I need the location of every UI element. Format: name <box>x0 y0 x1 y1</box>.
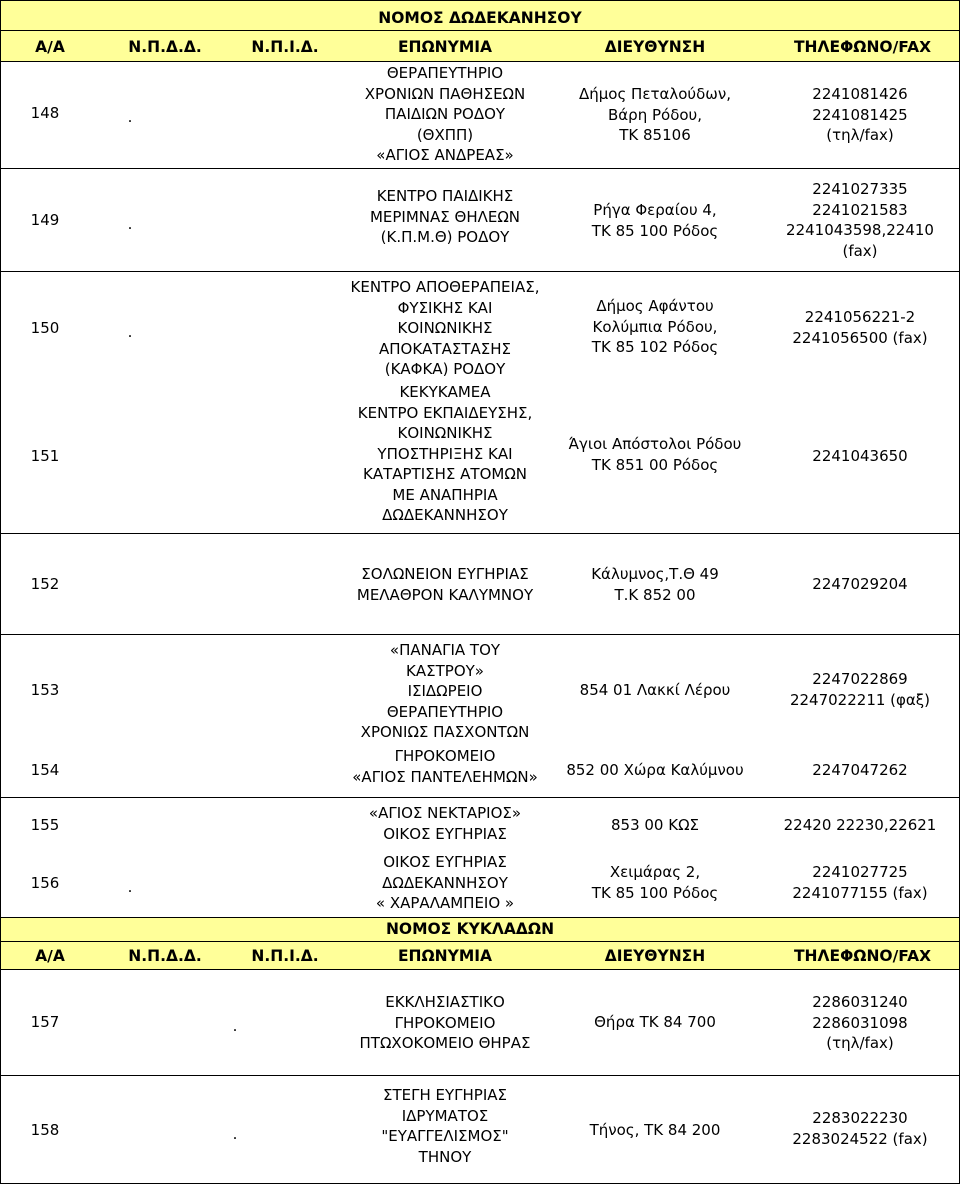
institution-address: Χειμάρας 2, ΤΚ 85 100 Ρόδος <box>591 863 719 902</box>
table-border <box>0 969 960 970</box>
column-header-npid: Ν.Π.Ι.Δ. <box>251 947 319 965</box>
institution-name: ΚΕΝΤΡΟ ΠΑΙΔΙΚΗΣ ΜΕΡΙΜΝΑΣ ΘΗΛΕΩΝ (Κ.Π.Μ.Θ) ΡΟΔΟΥ <box>369 187 521 246</box>
institution-phone: 2241081426 2241081425 (τηλ/fax) <box>812 85 908 144</box>
table-border <box>0 941 960 942</box>
row-number: 152 <box>30 575 60 593</box>
institution-address: Κάλυμνος,Τ.Θ 49 Τ.Κ 852 00 <box>591 565 719 604</box>
institution-address: Ρήγα Φεραίου 4, ΤΚ 85 100 Ρόδος <box>591 201 719 240</box>
section-title: ΝΟΜΟΣ ΚΥΚΛΑΔΩΝ <box>385 920 555 938</box>
institution-address: Τήνος, ΤΚ 84 200 <box>589 1121 721 1139</box>
column-header-name: ΕΠΩΝΥΜΙΑ <box>397 947 493 965</box>
table-border <box>0 0 960 1</box>
institution-phone: 2241043650 <box>812 447 908 465</box>
column-header-name: ΕΠΩΝΥΜΙΑ <box>397 38 493 56</box>
institution-address: Δήμος Πεταλούδων, Βάρη Ρόδου, ΤΚ 85106 <box>579 85 731 144</box>
institution-phone: 2286031240 2286031098 (τηλ/fax) <box>812 993 908 1052</box>
institution-phone: 2241027725 2241077155 (fax) <box>792 863 928 902</box>
row-number: 157 <box>30 1013 60 1031</box>
row-number: 156 <box>30 874 60 892</box>
institution-address: 852 00 Χώρα Καλύμνου <box>566 761 744 779</box>
table-border <box>0 533 960 534</box>
npid-mark: . <box>232 1125 238 1143</box>
institution-name: ΓΗΡΟΚΟΜΕΙΟ «ΑΓΙΟΣ ΠΑΝΤΕΛΕΗΜΩΝ» <box>352 747 538 786</box>
section-title: ΝΟΜΟΣ ΔΩΔΕΚΑΝΗΣΟΥ <box>378 9 582 27</box>
institution-phone: 2241027335 2241021583 2241043598,22410 (fax) <box>786 180 934 260</box>
institution-name: ΘΕΡΑΠΕΥΤΗΡΙΟ ΧΡΟΝΙΩΝ ΠΑΘΗΣΕΩΝ ΠΑΙΔΙΩΝ ΡΟΔΟΥ (ΘΧΠΠ) «ΑΓΙΟΣ ΑΝΔΡΕΑΣ» <box>364 64 526 164</box>
institution-address: 853 00 ΚΩΣ <box>610 816 700 834</box>
column-header-npdd: Ν.Π.Δ.Δ. <box>128 38 202 56</box>
institution-name: ΣΟΛΩΝΕΙΟΝ ΕΥΓΗΡΙΑΣ ΜΕΛΑΘΡΟΝ ΚΑΛΥΜΝΟΥ <box>356 565 534 604</box>
row-number: 150 <box>30 319 60 337</box>
institution-phone: 2247029204 <box>812 575 908 593</box>
column-header-aa: Α/Α <box>35 947 65 965</box>
institution-phone: 2247047262 <box>812 761 908 779</box>
column-header-address: ΔΙΕΥΘΥΝΣΗ <box>604 947 706 965</box>
institution-address: 854 01 Λακκί Λέρου <box>579 681 731 699</box>
column-header-npid: Ν.Π.Ι.Δ. <box>251 38 319 56</box>
institution-phone: 22420 22230,22621 <box>783 816 937 834</box>
npdd-mark: . <box>127 323 133 341</box>
table-border <box>0 30 960 31</box>
npdd-mark: . <box>127 215 133 233</box>
institution-name: ΚΕΝΤΡΟ ΑΠΟΘΕΡΑΠΕΙΑΣ, ΦΥΣΙΚΗΣ ΚΑΙ ΚΟΙΝΩΝΙΚΗΣ ΑΠΟΚΑΤΑΣΤΑΣΗΣ (ΚΑΦΚΑ) ΡΟΔΟΥ <box>350 278 540 378</box>
npdd-mark: . <box>127 878 133 896</box>
column-header-npdd: Ν.Π.Δ.Δ. <box>128 947 202 965</box>
table-border <box>0 917 960 918</box>
institution-name: «ΑΓΙΟΣ ΝΕΚΤΑΡΙΟΣ» ΟΙΚΟΣ ΕΥΓΗΡΙΑΣ <box>368 804 522 843</box>
institution-address: Θήρα ΤΚ 84 700 <box>594 1013 716 1031</box>
column-header-phone: ΤΗΛΕΦΩΝΟ/FAX <box>793 947 932 965</box>
table-border <box>0 271 960 272</box>
institution-address: Άγιοι Απόστολοι Ρόδου ΤΚ 851 00 Ρόδος <box>568 435 742 474</box>
institution-name: ΚΕΚΥΚΑΜΕΑ ΚΕΝΤΡΟ ΕΚΠΑΙΔΕΥΣΗΣ, ΚΟΙΝΩΝΙΚΗΣ ΥΠΟΣΤΗΡΙΞΗΣ ΚΑΙ ΚΑΤΑΡΤΙΣΗΣ ΑΤΟΜΩΝ ΜΕ ΑΝΑΠΗΡΙΑ ΔΩΔΕΚΑΝΝΗΣΟΥ <box>357 383 533 524</box>
table-border <box>0 168 960 169</box>
institution-name: ΣΤΕΓΗ ΕΥΓΗΡΙΑΣ ΙΔΡΥΜΑΤΟΣ "ΕΥΑΓΓΕΛΙΣΜΟΣ" ΤΗΝΟΥ <box>381 1086 509 1166</box>
institution-phone: 2247022869 2247022211 (φαξ) <box>789 670 931 709</box>
table-border <box>0 797 960 798</box>
row-number: 155 <box>30 816 60 834</box>
institution-phone: 2241056221-2 2241056500 (fax) <box>792 308 928 347</box>
row-number: 153 <box>30 681 60 699</box>
column-header-aa: Α/Α <box>35 38 65 56</box>
npid-mark: . <box>232 1017 238 1035</box>
table-border <box>0 634 960 635</box>
column-header-address: ΔΙΕΥΘΥΝΣΗ <box>604 38 706 56</box>
row-number: 148 <box>30 104 60 122</box>
institution-name: ΕΚΚΛΗΣΙΑΣΤΙΚΟ ΓΗΡΟΚΟΜΕΙΟ ΠΤΩΧΟΚΟΜΕΙΟ ΘΗΡΑΣ <box>359 993 531 1052</box>
npdd-mark: . <box>127 108 133 126</box>
row-number: 154 <box>30 761 60 779</box>
institution-phone: 2283022230 2283024522 (fax) <box>792 1109 928 1148</box>
table-border <box>0 0 1 1184</box>
row-number: 158 <box>30 1121 60 1139</box>
institution-name: «ΠΑΝΑΓΙΑ ΤΟΥ ΚΑΣΤΡΟΥ» ΙΣΙΔΩΡΕΙΟ ΘΕΡΑΠΕΥΤΗΡΙΟ ΧΡΟΝΙΩΣ ΠΑΣΧΟΝΤΩΝ <box>360 641 530 741</box>
table-border <box>0 61 960 62</box>
row-number: 151 <box>30 447 60 465</box>
institution-name: ΟΙΚΟΣ ΕΥΓΗΡΙΑΣ ΔΩΔΕΚΑΝΝΗΣΟΥ « ΧΑΡΑΛΑΜΠΕΙΟ » <box>375 853 515 912</box>
table-border <box>0 1075 960 1076</box>
column-header-phone: ΤΗΛΕΦΩΝΟ/FAX <box>793 38 932 56</box>
institution-address: Δήμος Αφάντου Κολύμπια Ρόδου, ΤΚ 85 102 Ρόδος <box>591 297 719 356</box>
row-number: 149 <box>30 211 60 229</box>
